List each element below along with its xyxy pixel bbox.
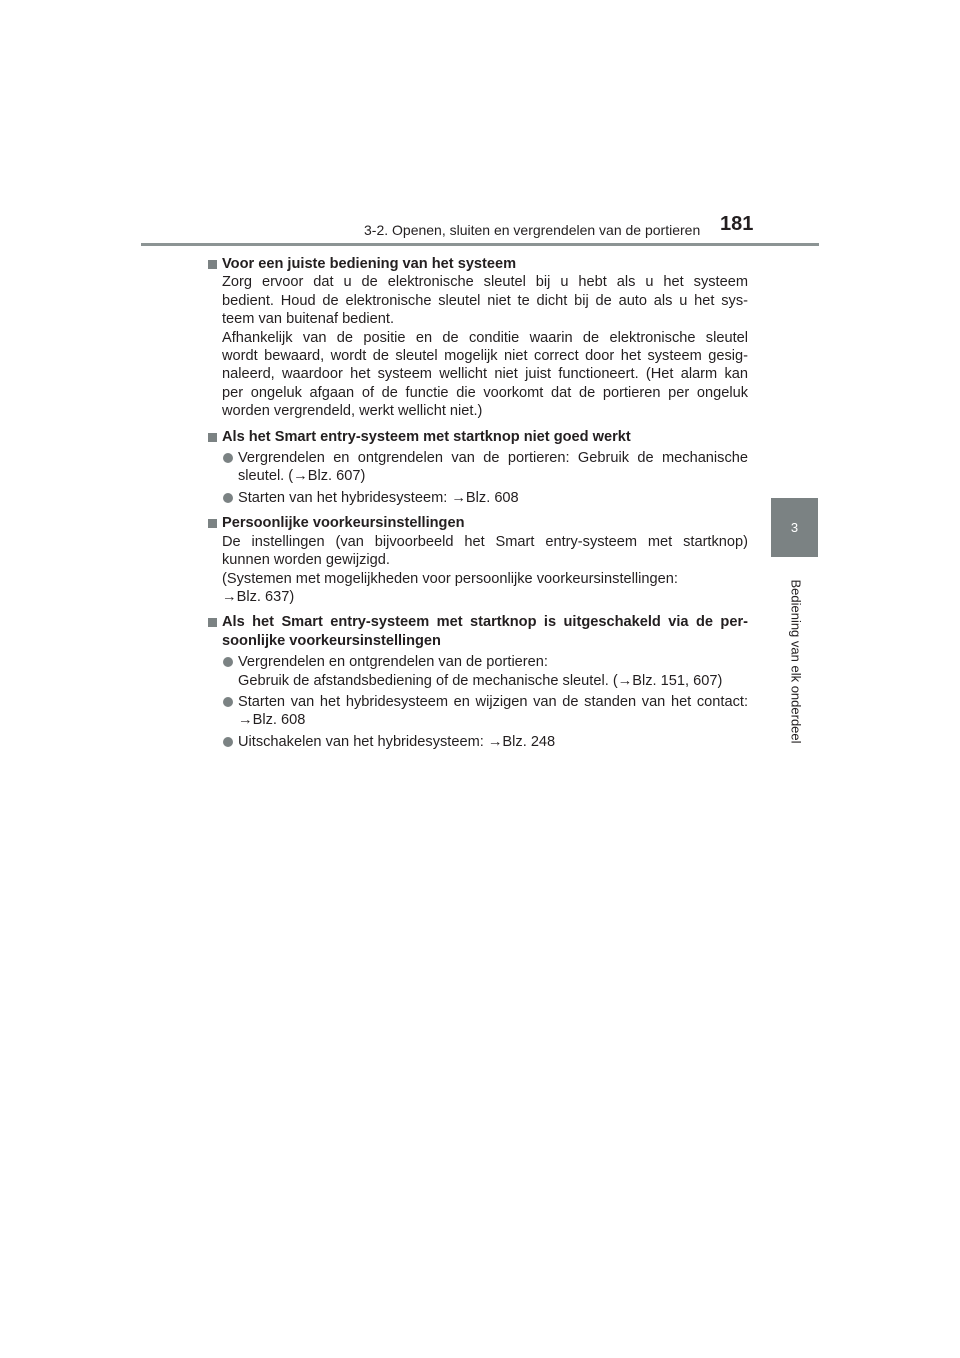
header-divider — [141, 243, 819, 246]
section-heading — [208, 613, 748, 650]
paragraph-line: teem van buitenaf bedient. — [222, 311, 395, 328]
square-bullet-icon — [208, 260, 217, 269]
section-malfunction — [208, 428, 748, 508]
chapter-tab — [771, 498, 818, 557]
square-bullet-icon — [208, 433, 217, 442]
section-paragraph — [208, 533, 748, 607]
paragraph-line: De instellingen (van bijvoorbeeld het Smart entry-systeem met startknop) — [222, 533, 748, 550]
circle-bullet-icon — [223, 657, 233, 667]
section-personal-settings — [208, 514, 748, 606]
heading-line: Als het Smart entry-systeem met startknop is uitgeschakeld via de per- — [222, 614, 748, 631]
list-item-line: →Blz. 608 — [238, 712, 306, 729]
list-item — [208, 489, 748, 507]
paragraph-line: Afhankelijk van de positie en de conditie waarin de elektronische sleutel — [222, 329, 748, 346]
list-item — [208, 653, 748, 690]
circle-bullet-icon — [223, 737, 233, 747]
list-item — [208, 733, 748, 751]
paragraph-line: Zorg ervoor dat u de elektronische sleutel bij u hebt als u het systeem — [222, 274, 748, 291]
section-correct-operation — [208, 255, 748, 421]
square-bullet-icon — [208, 519, 217, 528]
paragraph-line: wordt bewaard, wordt de sleutel mogelijk niet correct door het systeem gesig- — [222, 348, 748, 365]
list-item-line: sleutel. (→Blz. 607) — [238, 468, 366, 485]
section-disabled — [208, 613, 748, 751]
circle-bullet-icon — [223, 697, 233, 707]
page-number: 181 — [720, 213, 754, 235]
section-heading: Als het Smart entry-systeem met startknop niet goed werkt — [208, 428, 748, 446]
paragraph-line: bedient. Houd de elektronische sleutel niet te dicht bij de auto als u het sys- — [222, 292, 748, 309]
paragraph-line: (Systemen met mogelijkheden voor persoonlijke voorkeursinstellingen: — [222, 570, 678, 587]
square-bullet-icon — [208, 618, 217, 627]
section-paragraph — [208, 273, 748, 420]
list-item-line: Uitschakelen van het hybridesysteem: →Blz. 248 — [238, 733, 556, 750]
circle-bullet-icon — [223, 453, 233, 463]
paragraph-line: naleerd, waardoor het systeem wellicht niet juist functioneert. (Het alarm kan — [222, 366, 748, 383]
paragraph-line: per ongeluk afgaan of de functie die voorkomt dat de portieren per ongeluk — [222, 384, 748, 401]
chapter-number: 3 — [790, 520, 799, 535]
chapter-title: Bediening van elk onderdeel — [788, 578, 804, 744]
heading-line: soonlijke voorkeursinstellingen — [222, 632, 441, 649]
section-heading: Voor een juiste bediening van het systeem — [208, 255, 748, 273]
section-title: 3-2. Openen, sluiten en vergrendelen van de portieren — [364, 222, 701, 238]
page-content — [208, 255, 748, 758]
section-heading: Persoonlijke voorkeursinstellingen — [208, 514, 748, 532]
paragraph-line: →Blz. 637) — [222, 588, 295, 605]
paragraph-line: worden vergrendeld, werkt wellicht niet.) — [222, 403, 483, 420]
list-item-line: Gebruik de afstandsbediening of de mechanische sleutel. (→Blz. 151, 607) — [238, 672, 723, 689]
list-item — [208, 449, 748, 486]
list-item-line: Vergrendelen en ontgrendelen van de portieren: — [238, 654, 548, 671]
list-item-line: Starten van het hybridesysteem: →Blz. 608 — [238, 489, 519, 506]
list-item-line: Starten van het hybridesysteem en wijzigen van de standen van het contact: — [238, 693, 748, 710]
paragraph-line: kunnen worden gewijzigd. — [222, 552, 390, 569]
list-item-line: Vergrendelen en ontgrendelen van de portieren: Gebruik de mechanische — [238, 450, 748, 467]
circle-bullet-icon — [223, 493, 233, 503]
chapter-title-vertical — [781, 566, 811, 756]
list-item — [208, 693, 748, 730]
